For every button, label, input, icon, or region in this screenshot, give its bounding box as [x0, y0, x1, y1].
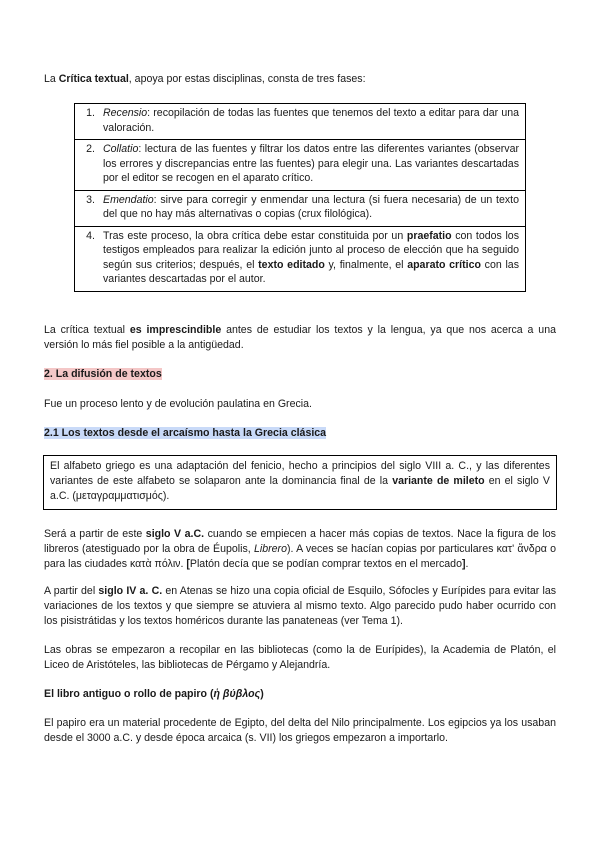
phase-row: 2. Collatio: lectura de las fuentes y filtrar los datos entre las diferentes variantes (observar los errores y discrepancias entre las fuentes) para elegir una. Las variantes descartadas por el editor se recogen en el aparato crítico. [75, 140, 526, 191]
phase-row: 4. Tras este proceso, la obra crítica debe estar constituida por un praefatio con todos los testigos empleados para realizar la edición junto al proceso de elección que ha seguido según sus criterios; después, el texto editado y, finalmente, el aparato crítico con las variantes descartadas por el autor. [75, 226, 526, 291]
phases-table [74, 103, 526, 292]
proceso-paragraph: Fue un proceso lento y de evolución paulatina en Grecia. [44, 398, 312, 410]
libro-heading: El libro antiguo o rollo de papiro (ἡ βύβλος) [44, 688, 264, 700]
siglo-v-paragraph: Será a partir de este siglo V a.C. cuando se empiecen a hacer más copias de textos. Nace la figura de los libreros (atestiguado por la obra de Éupolis, Librero). A veces se hacían copias por particulares κατ' ἄνδρα o para las ciudades κατὰ πόλιν. [Platón decía que se podían comprar textos en el mercado]. [44, 528, 556, 570]
phase-row: 3. Emendatio: sirve para corregir y enmendar una lectura (si fuera necesaria) de un texto del que no hay más alternativas o copias (crux filológica). [75, 190, 526, 226]
alfabeto-box: El alfabeto griego es una adaptación del fenicio, hecho a principios del siglo VIII a. C., y las diferentes variantes de este alfabeto se solaparon ante la dominancia final de la variante de mileto en el siglo V a.C. (μεταγραμματισμός). [43, 455, 557, 510]
papiro-paragraph: El papiro era un material procedente de Egipto, del delta del Nilo principalmente. Los egipcios ya los usaban desde el 3000 a.C. y desde época arcaica (s. VII) los griegos empezaron a importarlo. [44, 717, 556, 744]
section-heading-2: 2. La difusión de textos [44, 368, 162, 380]
bibliotecas-paragraph: Las obras se empezaron a recopilar en las bibliotecas (como la de Eurípides), la Academia de Platón, el Liceo de Aristóteles, las bibliotecas de Pérgamo y Alejandría. [44, 644, 556, 671]
siglo-iv-paragraph: A partir del siglo IV a. C. en Atenas se hizo una copia oficial de Esquilo, Sófocles y Eurípides para evitar las variaciones de los textos y que siempre se atuviera al mismo texto. Algo parecido pudo haber ocurrido con los pisistrátidas y los textos homéricos durante las panateneas (ver Tema 1). [44, 585, 557, 627]
phase-row: 1. Recensio: recopilación de todas las fuentes que tenemos del texto a editar para dar una valoración. [75, 104, 526, 140]
intro-paragraph: La Crítica textual, apoya por estas disciplinas, consta de tres fases: [44, 73, 366, 85]
section-heading-2-1: 2.1 Los textos desde el arcaísmo hasta la Grecia clásica [44, 427, 327, 439]
critica-paragraph: La crítica textual es imprescindible antes de estudiar los textos y la lengua, ya que nos acerca a una versión lo más fiel posible a la antigüedad. [44, 324, 556, 351]
